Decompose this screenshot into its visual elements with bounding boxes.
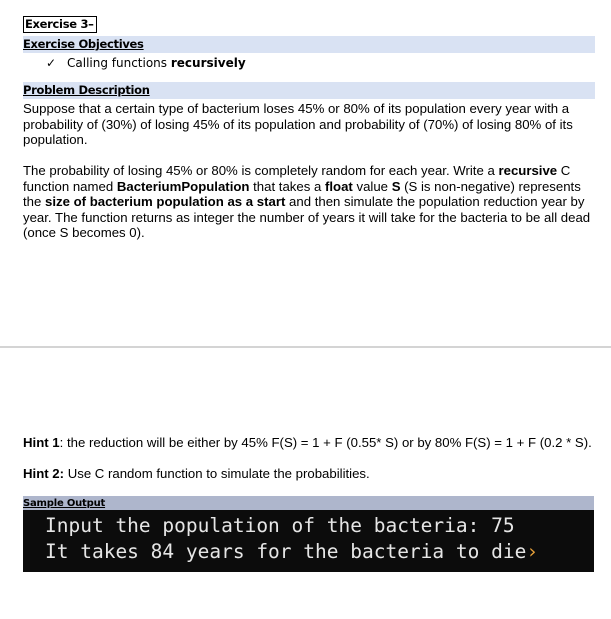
hint-text: Use C random function to simulate the probabilities. bbox=[64, 466, 370, 481]
console-line bbox=[45, 539, 594, 565]
hint-label: Hint 2: bbox=[23, 466, 65, 481]
objective-text-bold: recursively bbox=[170, 56, 246, 70]
sample-output-heading-band bbox=[23, 496, 594, 510]
hint-label: Hint 1 bbox=[23, 435, 60, 450]
text-run: and then simulate the population reduction year by year. The function returns as integer the number of years it will take for the bacteria to be all dead (once S becomes 0). bbox=[23, 194, 591, 241]
check-icon: ✓ bbox=[46, 56, 57, 70]
hint-2 bbox=[23, 466, 598, 482]
objective-item bbox=[46, 56, 246, 71]
text-run-bold: BacteriumPopulation bbox=[116, 178, 250, 194]
console-line: Input the population of the bacteria: 75 bbox=[45, 514, 515, 537]
cursor-icon: › bbox=[526, 540, 539, 563]
page-bottom bbox=[0, 348, 611, 619]
text-run-bold: size of bacterium population as a start bbox=[45, 194, 286, 210]
problem-paragraph-1: Suppose that a certain type of bacterium loses 45% or 80% of its population every year with a probability of (30%) of losing 45% of its population and probability of (70%) of losing 80% of its population. bbox=[23, 101, 573, 148]
console-line-text: It takes 84 years for the bacteria to die bbox=[45, 540, 527, 563]
console-output bbox=[23, 510, 594, 572]
text-run-bold: float bbox=[324, 178, 353, 194]
text-run-bold: recursive bbox=[498, 163, 558, 178]
objective-text: Calling functions bbox=[67, 56, 171, 70]
sample-output-heading: Sample Output bbox=[23, 498, 106, 509]
objectives-heading: Exercise Objectives bbox=[23, 37, 144, 51]
text-run: The probability of losing 45% or 80% is completely random for each year. Write a bbox=[23, 163, 499, 178]
problem-paragraph-2 bbox=[23, 163, 598, 241]
hint-text: : the reduction will be either by 45% F(S) = 1 + F (0.55* S) or by 80% F(S) = 1 + F (0.2 * S). bbox=[59, 435, 592, 450]
text-run: that takes a bbox=[249, 178, 325, 194]
text-run: value bbox=[352, 178, 392, 194]
text-run: C function named bbox=[23, 163, 571, 194]
text-run-bold: S bbox=[391, 178, 401, 194]
text-run: (S is non-negative) represents the bbox=[23, 178, 581, 210]
hint-1 bbox=[23, 435, 598, 451]
problem-heading: Problem Description bbox=[23, 83, 150, 97]
exercise-title: Exercise 3– bbox=[23, 16, 97, 33]
